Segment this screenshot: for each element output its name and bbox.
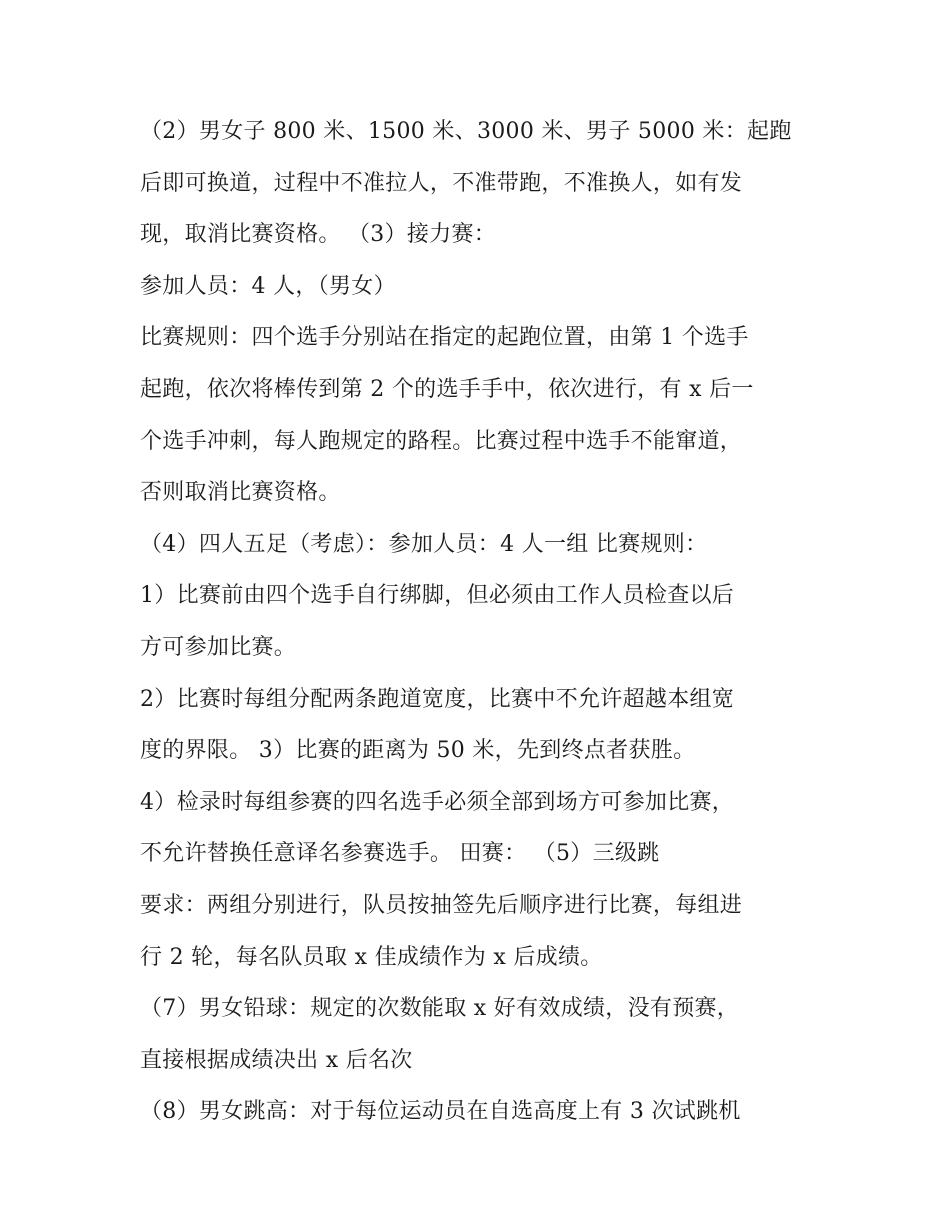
text-line: 2）比赛时每组分配两条跑道宽度，比赛中不允许超越本组宽 [140, 686, 735, 712]
document-body [140, 106, 830, 1138]
text-line: 后即可换道，过程中不准拉人，不准带跑，不准换人，如有发 [140, 170, 743, 196]
text-line: （2）男女子 800 米、1500 米、3000 米、男子 5000 米：起跑 [140, 119, 792, 144]
text-line: 比赛规则：四个选手分别站在指定的起跑位置，由第 1 个选手 [140, 325, 749, 351]
text-line: 度的界限。 3）比赛的距离为 50 米，先到终点者获胜。 [140, 738, 696, 764]
text-line: 个选手冲刺，每人跑规定的路程。比赛过程中选手不能窜道， [140, 428, 743, 454]
text-line: 方可参加比赛。 [140, 634, 297, 660]
text-line: 不允许替换任意译名参赛选手。 田赛： （5）三级跳 [140, 841, 660, 867]
text-line: 现，取消比赛资格。 （3）接力赛： [140, 222, 497, 248]
text-line: 起跑，依次将棒传到第 2 个的选手手中，依次进行，有 x 后一 [140, 376, 754, 402]
text-line: 否则取消比赛资格。 [140, 480, 341, 506]
text-line: （4）四人五足（考虑）：参加人员：4 人一组 比赛规则： [140, 531, 708, 557]
text-line: （8）男女跳高：对于每位运动员在自选高度上有 3 次试跳机 [140, 1099, 741, 1125]
text-line: （7）男女铅球：规定的次数能取 x 好有效成绩，没有预赛， [140, 996, 740, 1022]
text-line: 1）比赛前由四个选手自行绑脚，但必须由工作人员检查以后 [140, 583, 735, 609]
text-line: 要求：两组分别进行，队员按抽签先后顺序进行比赛，每组进 [140, 892, 743, 918]
text-line: 直接根据成绩决出 x 后名次 [140, 1047, 413, 1073]
text-line: 4）检录时每组参赛的四名选手必须全部到场方可参加比赛， [140, 789, 735, 815]
text-line: 行 2 轮，每名队员取 x 佳成绩作为 x 后成绩。 [140, 944, 603, 970]
text-line: 参加人员：4 人，（男女） [140, 273, 396, 299]
